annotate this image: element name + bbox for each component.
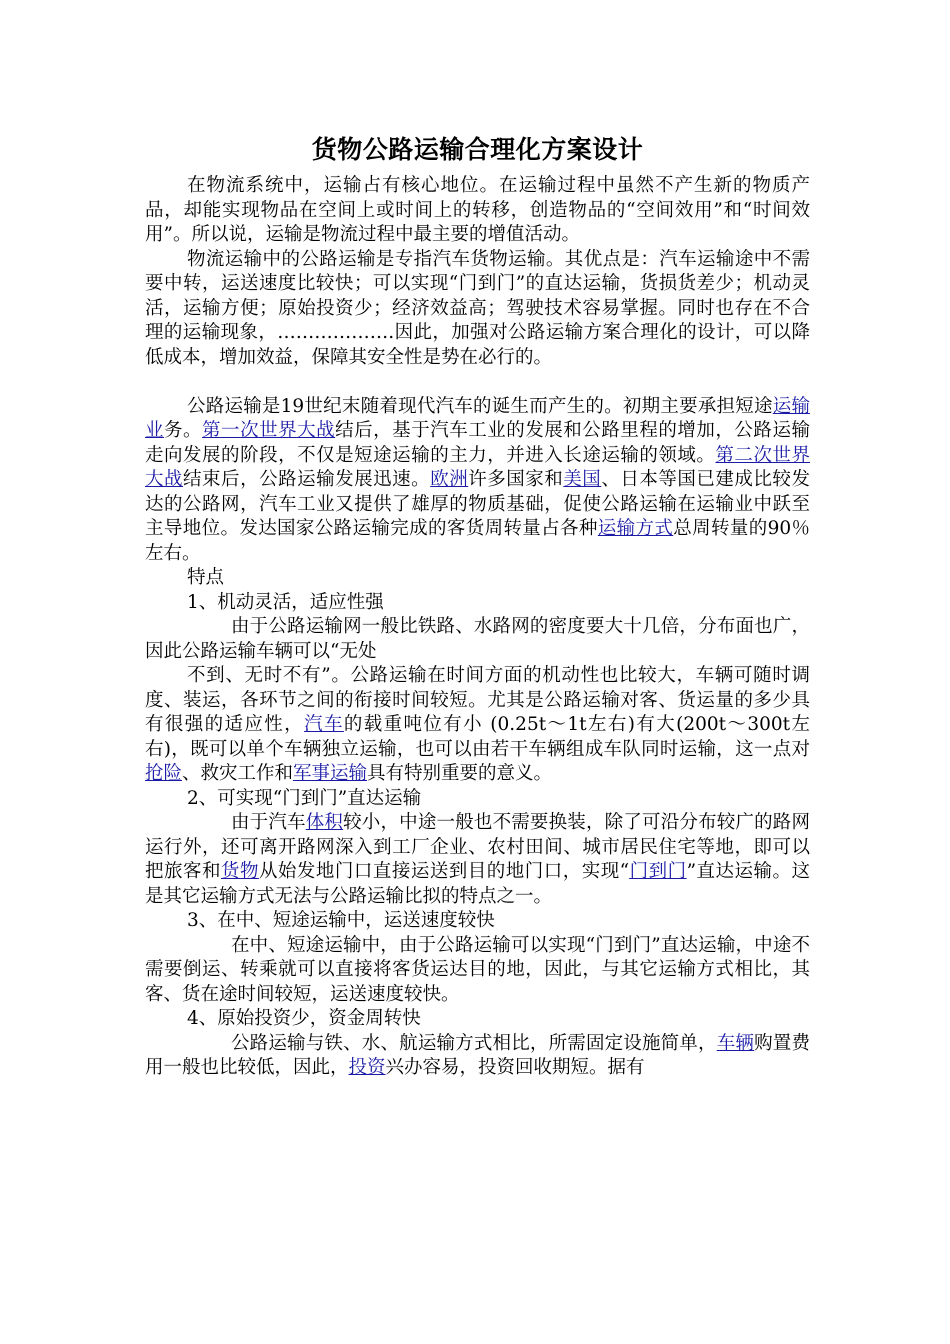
document-title: 货物公路运输合理化方案设计 — [311, 135, 644, 164]
feature-1-heading: 1、机动灵活，适应性强 — [187, 591, 384, 613]
intro-paragraph-1: 在物流系统中，运输占有核心地位。在运输过程中虽然不产生新的物质产品，却能实现物品在空间上或时间上的转移，创造物品的“空间效用”和“时间效用”。所以说，运输是物流过程中最主要的增值活动。 — [145, 175, 810, 245]
link-transport-industry[interactable]: 运输业 — [145, 395, 810, 441]
history-paragraph: 公路运输是19世纪末随着现代汽车的诞生而产生的。初期主要承担短途运输业务。第一次世界大战结后，基于汽车工业的发展和公路里程的增加，公路运输走向发展的阶段，不仅是短途运输的主力，并进入长途运输的领域。第二次世界大战结束后，公路运输发展迅速。欧洲许多国家和美国、日本等国已建成比较发达的公路网，汽车工业又提供了雄厚的物质基础，促使公路运输在运输业中跃至主导地位。发达国家公路运输完成的客货周转量占各种运输方式总周转量的90％左右。 — [145, 395, 810, 564]
document-page — [145, 132, 810, 1081]
link-door-to-door[interactable]: 门到门 — [629, 861, 687, 882]
link-emergency-rescue[interactable]: 抢险 — [145, 763, 183, 784]
feature-2-heading: 2、可实现“门到门”直达运输 — [187, 787, 422, 809]
blank-line — [145, 370, 810, 395]
features-label: 特点 — [187, 567, 225, 588]
link-automobile[interactable]: 汽车 — [304, 714, 344, 735]
link-volume[interactable]: 体积 — [305, 812, 344, 833]
feature-4-paragraph: 公路运输与铁、水、航运输方式相比，所需固定设施简单，车辆购置费用一般也比较低，因此，投资兴办容易，投资回收期短。据有 — [145, 1032, 810, 1078]
link-usa[interactable]: 美国 — [563, 469, 602, 490]
feature-1-paragraph-a: 由于公路运输网一般比铁路、水路网的密度要大十几倍，分布面也广，因此公路运输车辆可以“无处 — [145, 616, 810, 662]
link-investment[interactable]: 投资 — [348, 1057, 386, 1078]
feature-4-heading: 4、原始投资少，资金周转快 — [187, 1008, 421, 1029]
link-vehicle[interactable]: 车辆 — [716, 1032, 755, 1054]
feature-3-paragraph: 在中、短途运输中，由于公路运输可以实现“门到门”直达运输，中途不需要倒运、转乘就可以直接将客货运达目的地，因此，与其它运输方式相比，其客、货在途时间较短，运送速度较快。 — [145, 934, 810, 1005]
link-transport-modes[interactable]: 运输方式 — [597, 518, 674, 539]
intro-paragraph-2: 物流运输中的公路运输是专指汽车货物运输。其优点是：汽车运输途中不需要中转，运送速度比较快；可以实现“门到门”的直达运输，货损货差少；机动灵活，运输方便；原始投资少；经济效益高；驾驶技术容易掌握。同时也存在不合理的运输现象，……………….因此，加强对公路运输方案合理化的设计，可以降低成本，增加效益，保障其安全性是势在必行的。 — [145, 248, 810, 368]
link-cargo[interactable]: 货物 — [220, 861, 259, 882]
link-world-war-2[interactable]: 第二次世界大战 — [145, 444, 810, 490]
link-world-war-1[interactable]: 第一次世界大战 — [202, 420, 336, 441]
feature-3-heading: 3、在中、短途运输中，运送速度较快 — [187, 910, 495, 931]
link-military-transport[interactable]: 军事运输 — [293, 763, 368, 784]
link-europe[interactable]: 欧洲 — [430, 469, 469, 490]
feature-2-paragraph: 由于汽车体积较小，中途一般也不需要换装，除了可沿分布较广的路网运行外，还可离开路网深入到工厂企业、农村田间、城市居民住宅等地，即可以把旅客和货物从始发地门口直接运送到目的地门口，实现“门到门”直达运输。这是其它运输方式无法与公路运输比拟的特点之一。 — [145, 812, 810, 907]
feature-1-paragraph-b: 不到、无时不有”。公路运输在时间方面的机动性也比较大，车辆可随时调度、装运，各环节之间的衔接时间较短。尤其是公路运输对客、货运量的多少具有很强的适应性，汽车的载重吨位有小 (0.25t～1t左右)有大(200t～300t左右)，既可以单个车辆独立运输，也可以由若干车辆组成车队同时运输，这一点对抢险、救灾工作和军事运输具有特别重要的意义。 — [145, 665, 810, 784]
